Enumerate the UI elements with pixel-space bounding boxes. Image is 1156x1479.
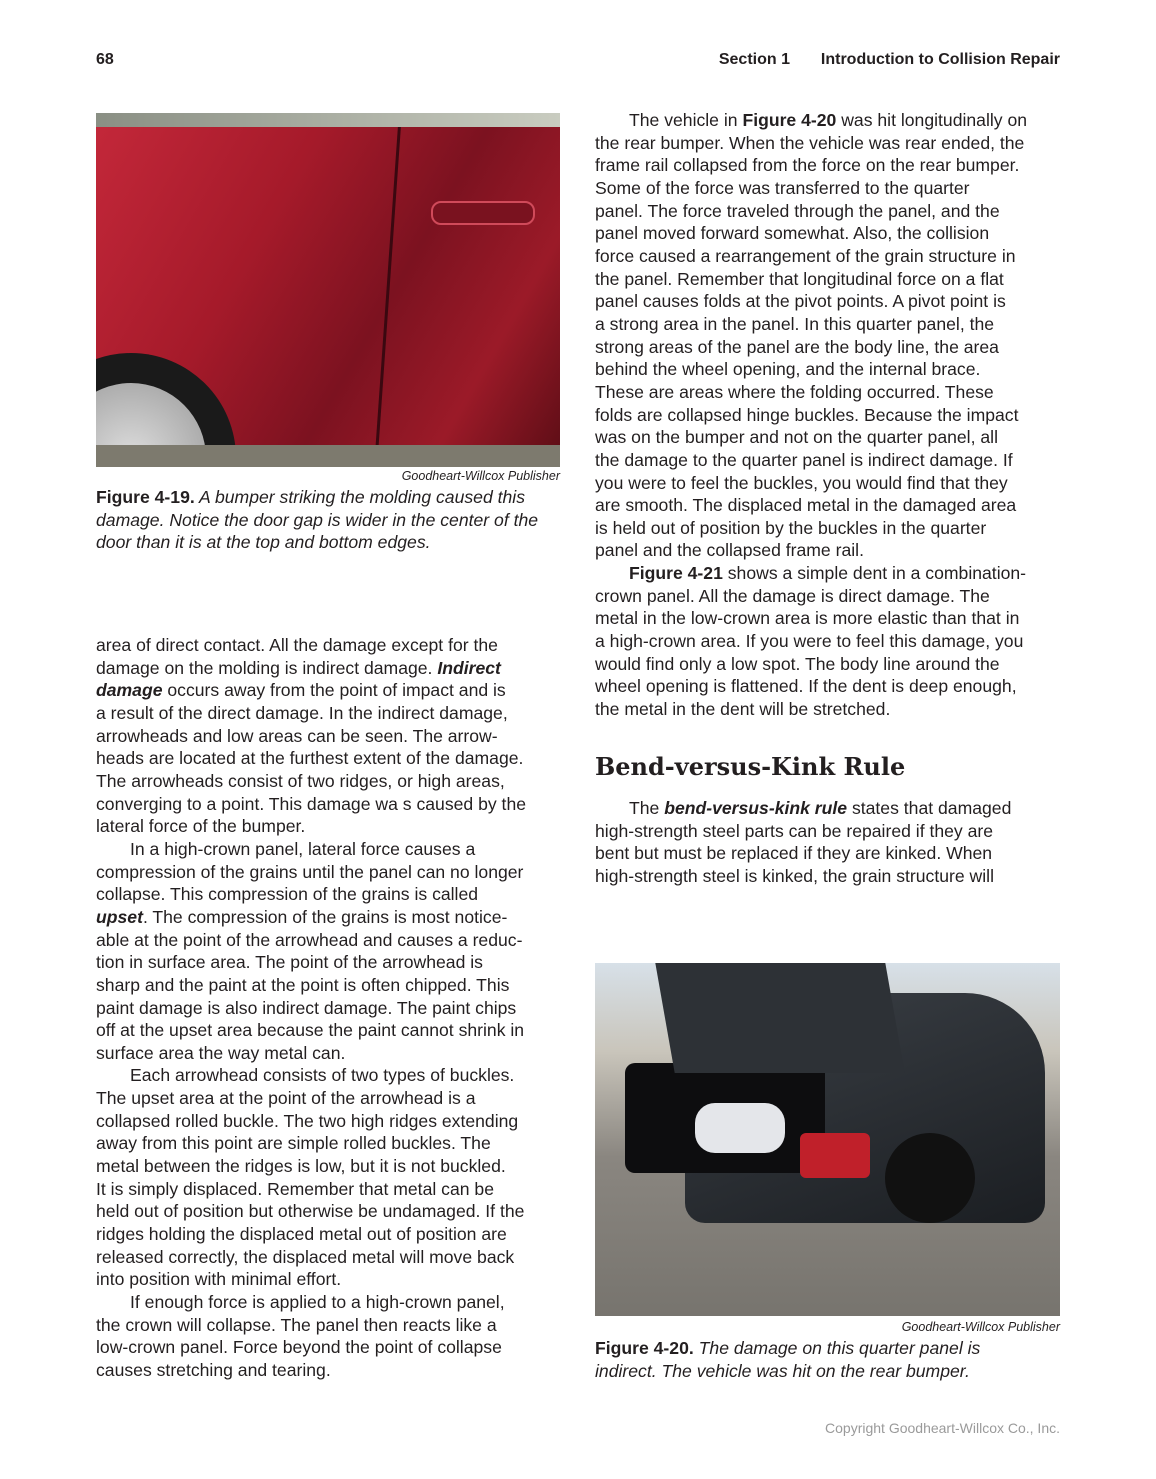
text-line: arrowheads and low areas can be seen. The arrow- [96,725,498,746]
figure-4-19-credit: Goodheart-Willcox Publisher [401,469,560,483]
text-run: The vehicle in [629,110,743,130]
right-column-text-continued [595,797,1011,888]
text-line: converging to a point. This damage wa s caused by the [96,793,527,814]
text-line: a high-crown area. If you were to feel this damage, you [595,631,1024,652]
section-heading: Bend-versus-Kink Rule [595,752,906,781]
text-run: . The compression of the grains is most notice- [142,906,508,927]
text-line: a result of the direct damage. In the indirect damage, [96,702,508,723]
text-run: occurs away from the point of impact and is [162,680,506,701]
text-line: crown panel. All the damage is direct damage. The [595,585,990,606]
text-line: sharp and the paint at the point is often chipped. This [96,974,510,995]
text-line: behind the wheel opening, and the internal brace. [595,359,981,380]
emphasized-term: bend-versus-kink rule [664,798,848,818]
text-line: tion in surface area. The point of the arrowhead is [96,952,483,973]
text-line: These are areas where the folding occurred. These [595,381,994,402]
text-run: shows a simple dent in a combination- [722,563,1027,584]
text-line: heads are located at the furthest extent of the damage. [96,748,524,769]
text-line: metal between the ridges is low, but it is not buckled. [96,1156,506,1177]
text-line: In a high-crown panel, lateral force causes a [130,838,476,859]
text-line: held out of position but otherwise be undamaged. If the [96,1201,525,1222]
text-run: The [629,798,665,818]
text-run: states that damaged [847,798,1012,818]
paragraph [96,1064,526,1291]
text-line: ridges holding the displaced metal out of position are [96,1224,507,1245]
text-line: the rear bumper. When the vehicle was rear ended, the [595,132,1025,153]
text-line: area of direct contact. All the damage except for the [96,635,498,655]
text-line: folds are collapsed hinge buckles. Because the impact [595,404,1019,425]
text-line: bent but must be replaced if they are kinked. When [595,843,993,864]
text-line: released correctly, the displaced metal will move back [96,1246,515,1267]
figure-4-19-photo [96,113,560,467]
text-line [96,657,526,680]
text-line: Some of the force was transferred to the quarter [595,177,970,198]
left-column-text [96,634,526,1382]
text-line: collapsed rolled buckle. The two high ridges extending [96,1110,519,1131]
text-line: paint damage is also indirect damage. The paint chips [96,997,517,1018]
text-line: you were to feel the buckles, you would find that they [595,472,1008,493]
text-line: It is simply displaced. Remember that metal can be [96,1178,494,1199]
paragraph [595,797,1011,888]
text-line: The arrowheads consist of two ridges, or high areas, [96,770,505,791]
paragraph [96,838,526,1065]
caption-text: A bumper striking the molding caused this damage. Notice the door gap is wider in the center of the door than it is at the top and bottom edges. [96,487,539,553]
text-line: lateral force of the bumper. [96,816,306,837]
page-number: 68 [96,51,114,68]
caption-text: The damage on this quarter panel is indirect. The vehicle was hit on the rear bumper. [595,1338,981,1381]
section-number: Section 1 [718,51,790,68]
text-line: able at the point of the arrowhead and causes a reduc- [96,929,523,950]
figure-4-19-caption [96,486,546,554]
paragraph [96,634,526,838]
figure-4-20-credit: Goodheart-Willcox Publisher [901,1320,1060,1334]
text-line [96,679,526,702]
text-line: off at the upset area because the paint cannot shrink in [96,1020,525,1041]
emphasized-term: Figure 4-20 [742,110,837,130]
text-line [595,562,1027,585]
text-line: was on the bumper and not on the quarter panel, all [595,427,998,448]
text-line: panel moved forward somewhat. Also, the collision [595,223,990,244]
paragraph [595,562,1027,721]
right-column-text [595,109,1027,721]
text-line: the crown will collapse. The panel then reacts like a [96,1314,497,1335]
figure-4-20-caption [595,1337,1035,1382]
text-line: force caused a rearrangement of the grain structure in [595,245,1016,266]
text-line: a strong area in the panel. In this quarter panel, the [595,313,995,334]
emphasized-term: Figure 4-21 [629,563,723,584]
text-line: the damage to the quarter panel is indirect damage. If [595,449,1013,470]
text-line: surface area the way metal can. [96,1042,346,1063]
text-line: wheel opening is flattened. If the dent is deep enough, [595,676,1017,697]
paragraph [595,109,1027,562]
text-line: metal in the low-crown area is more elastic than that in [595,608,1020,629]
text-line: collapse. This compression of the grains is called [96,884,479,905]
text-line: panel and the collapsed frame rail. [595,540,864,561]
text-line: The upset area at the point of the arrowhead is a [96,1088,476,1109]
text-line: causes stretching and tearing. [96,1360,331,1380]
text-line: If enough force is applied to a high-crown panel, [130,1292,505,1313]
figure-label: Figure 4-20. [595,1338,694,1358]
paragraph [96,1291,526,1382]
text-line [96,906,526,929]
text-line: strong areas of the panel are the body line, the area [595,336,999,357]
emphasized-term: upset [96,906,143,927]
text-line: high-strength steel parts can be repaired if they are [595,820,994,841]
text-line: would find only a low spot. The body line around the [595,653,1000,674]
text-line: panel. The force traveled through the panel, and the [595,200,1000,221]
text-line: away from this point are simple rolled buckles. The [96,1133,491,1154]
text-line: into position with minimal effort. [96,1269,342,1290]
running-header [719,51,1060,69]
text-line [595,109,1027,132]
text-line: panel causes folds at the pivot points. A pivot point is [595,291,1006,312]
text-line: frame rail collapsed from the force on the rear bumper. [595,155,1020,176]
text-line: is held out of position by the buckles in the quarter [595,517,987,538]
text-line: compression of the grains until the panel can no longer [96,861,524,882]
emphasized-term: damage [96,680,163,701]
text-line: the panel. Remember that longitudinal force on a flat [595,268,1004,289]
text-line: low-crown panel. Force beyond the point of collapse [96,1337,502,1358]
copyright-notice: Copyright Goodheart-Willcox Co., Inc. [825,1420,1060,1436]
text-line: are smooth. The displaced metal in the damaged area [595,495,1017,516]
text-run: damage on the molding is indirect damage. [96,657,438,678]
text-line: high-strength steel is kinked, the grain structure will [595,865,994,886]
emphasized-term: Indirect [437,657,501,678]
figure-label: Figure 4-19. [96,487,195,507]
figure-4-20-photo [595,963,1060,1316]
text-line [595,797,1011,820]
text-line: the metal in the dent will be stretched. [595,699,891,720]
text-line: Each arrowhead consists of two types of buckles. [130,1065,515,1086]
text-run: was hit longitudinally on [836,110,1028,130]
section-title: Introduction to Collision Repair [820,51,1060,68]
